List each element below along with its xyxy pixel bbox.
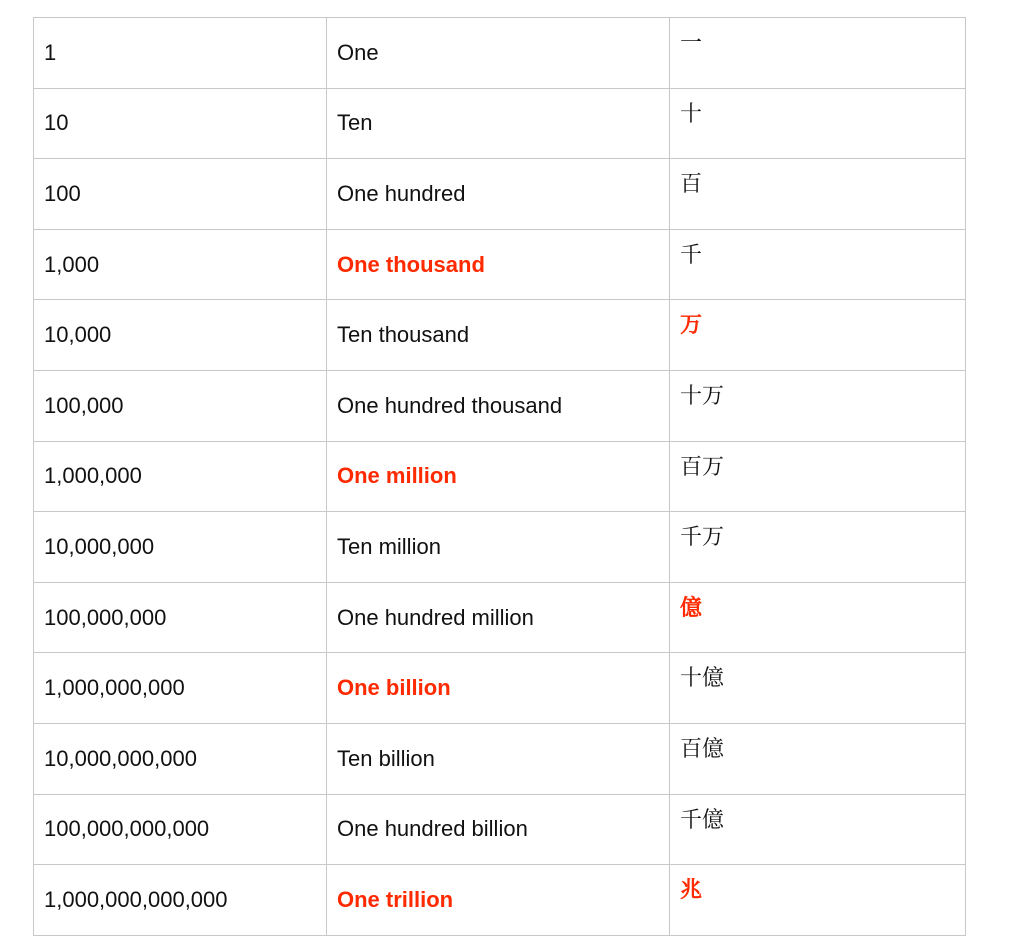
number-cell: 1,000,000,000,000 <box>34 865 327 936</box>
japanese-numeral-cell: 十 <box>670 88 966 159</box>
table-row <box>34 300 966 371</box>
number-cell: 10,000,000 <box>34 512 327 583</box>
number-cell: 1,000 <box>34 229 327 300</box>
table-row <box>34 865 966 936</box>
table-row <box>34 582 966 653</box>
japanese-numeral-cell: 十万 <box>670 370 966 441</box>
english-name-cell: One trillion <box>327 865 670 936</box>
table-row <box>34 229 966 300</box>
english-name-cell: One hundred million <box>327 582 670 653</box>
english-name-cell: Ten billion <box>327 723 670 794</box>
japanese-numeral-cell: 千 <box>670 229 966 300</box>
table-body <box>34 18 966 936</box>
number-cell: 10 <box>34 88 327 159</box>
table-row <box>34 88 966 159</box>
table-row <box>34 723 966 794</box>
number-cell: 1,000,000 <box>34 441 327 512</box>
english-name-cell: One hundred thousand <box>327 370 670 441</box>
number-cell: 10,000,000,000 <box>34 723 327 794</box>
japanese-numeral-cell: 万 <box>670 300 966 371</box>
english-name-cell: Ten thousand <box>327 300 670 371</box>
english-name-cell: One billion <box>327 653 670 724</box>
english-name-cell: One thousand <box>327 229 670 300</box>
japanese-numeral-cell: 千億 <box>670 794 966 865</box>
japanese-numeral-cell: 百億 <box>670 723 966 794</box>
number-cell: 100 <box>34 159 327 230</box>
number-cell: 100,000,000,000 <box>34 794 327 865</box>
english-name-cell: One hundred billion <box>327 794 670 865</box>
english-name-cell: One <box>327 18 670 89</box>
table-row <box>34 512 966 583</box>
english-name-cell: One million <box>327 441 670 512</box>
number-cell: 10,000 <box>34 300 327 371</box>
japanese-numeral-cell: 百万 <box>670 441 966 512</box>
japanese-numeral-cell: 十億 <box>670 653 966 724</box>
table-row <box>34 441 966 512</box>
table-row <box>34 794 966 865</box>
table-row <box>34 18 966 89</box>
number-cell: 1,000,000,000 <box>34 653 327 724</box>
number-table <box>33 17 966 936</box>
japanese-numeral-cell: 億 <box>670 582 966 653</box>
table-row <box>34 653 966 724</box>
japanese-numeral-cell: 一 <box>670 18 966 89</box>
table-row <box>34 370 966 441</box>
table-row <box>34 159 966 230</box>
japanese-numeral-cell: 千万 <box>670 512 966 583</box>
english-name-cell: One hundred <box>327 159 670 230</box>
english-name-cell: Ten <box>327 88 670 159</box>
japanese-numeral-cell: 百 <box>670 159 966 230</box>
english-name-cell: Ten million <box>327 512 670 583</box>
number-cell: 1 <box>34 18 327 89</box>
number-table-container <box>33 17 965 936</box>
japanese-numeral-cell: 兆 <box>670 865 966 936</box>
number-cell: 100,000 <box>34 370 327 441</box>
number-cell: 100,000,000 <box>34 582 327 653</box>
